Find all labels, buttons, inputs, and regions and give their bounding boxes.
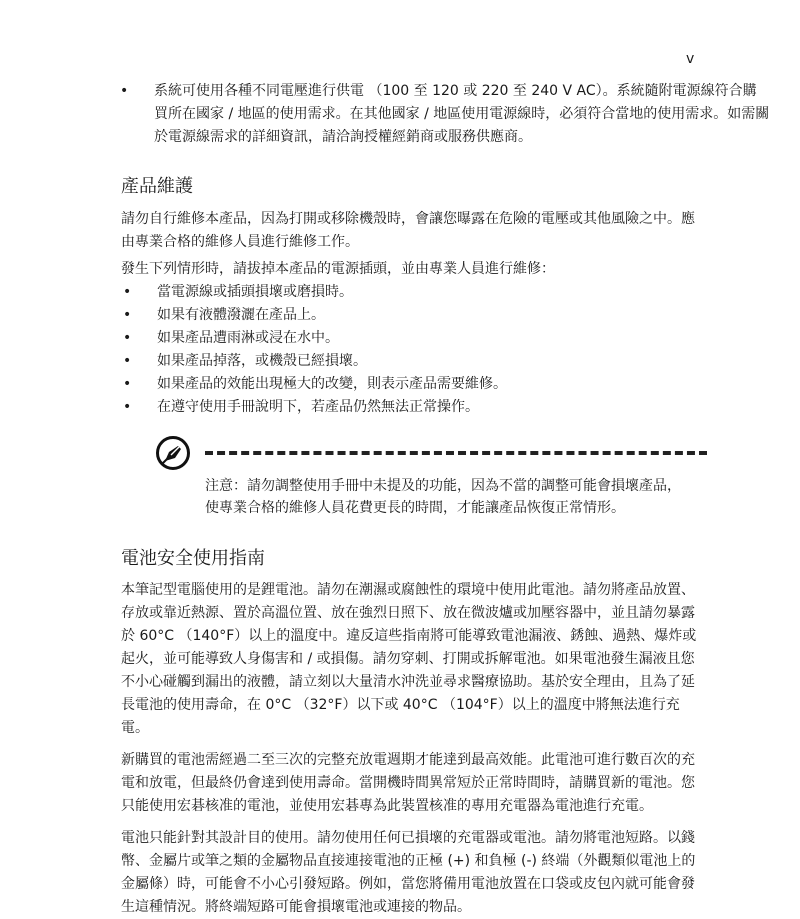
bullet-dot: • xyxy=(123,353,132,369)
note-text: 注意：請勿調整使用手冊中未提及的功能，因為不當的調整可能會損壞產品，使專業合格的維修人員花費更長的時間，才能讓產品恢復正常情形。 xyxy=(205,478,681,516)
bullet-dot: • xyxy=(120,83,129,99)
bullet-dot: • xyxy=(123,399,132,415)
power-voltage-bullet xyxy=(118,80,770,149)
section-heading-battery: 電池安全使用指南 xyxy=(121,548,265,569)
bullet-text: 系統可使用各種不同電壓進行供電 （100 至 120 或 220 至 240 V AC）。系統隨附電源線符合購買所在國家 / 地區的使用需求。在其他國家 / 地區使用電源線時，必須符合當地的使用需求。如需關於電源線需求的詳細資訊，請洽詢授權經銷商或服務供應商。 xyxy=(154,83,770,145)
list-item xyxy=(121,396,701,419)
list-item xyxy=(121,373,701,396)
bullet-dot: • xyxy=(123,284,132,300)
list-item-text: 如果產品遭雨淋或浸在水中。 xyxy=(157,330,339,346)
list-item xyxy=(121,350,701,373)
note-dashed-rule xyxy=(205,451,707,455)
list-item-text: 在遵守使用手冊說明下，若產品仍然無法正常操作。 xyxy=(157,399,479,415)
maintenance-list xyxy=(121,281,701,419)
page-content xyxy=(120,80,770,919)
battery-paragraph-2: 新購買的電池需經過二至三次的完整充放電週期才能達到最高效能。此電池可進行數百次的充電和放電，但最終仍會達到使用壽命。當開機時間異常短於正常時間時，請購買新的電池。您只能使用宏碁核准的電池，並使用宏碁專為此裝置核准的專用充電器為電池進行充電。 xyxy=(121,752,695,814)
bullet-dot: • xyxy=(123,330,132,346)
bullet-dot: • xyxy=(123,376,132,392)
maintenance-service-intro: 發生下列情形時，請拔掉本產品的電源插頭，並由專業人員進行維修： xyxy=(121,261,555,277)
list-item xyxy=(121,304,701,327)
list-item-text: 當電源線或插頭損壞或磨損時。 xyxy=(157,284,353,300)
battery-paragraph-3: 電池只能針對其設計目的使用。請勿使用任何已損壞的充電器或電池。請勿將電池短路。以錢幣、金屬片或筆之類的金屬物品直接連接電池的正極 (+) 和負極 (-) 終端（外觀類似電池上的金屬條）時，可能會不小心引發短路。例如，當您將備用電池放置在口袋或皮包內就可能會發生這種情況。將終端短路可能會損壞電池或連接的物品。 xyxy=(121,830,696,915)
note-pen-icon xyxy=(155,435,191,471)
page-number: v xyxy=(686,51,695,67)
battery-paragraph-1: 本筆記型電腦使用的是鋰電池。請勿在潮濕或腐蝕性的環境中使用此電池。請勿將產品放置、存放或靠近熱源、置於高溫位置、放在強烈日照下、放在微波爐或加壓容器中，並且請勿暴露於 60°C （140°F）以上的溫度中。違反這些指南將可能導致電池漏液、銹蝕、過熱、爆炸或起火，並可能導致人身傷害和 / 或損傷。請勿穿刺、打開或拆解電池。如果電池發生漏液且您不小心碰觸到漏出的液體，請立刻以大量清水沖洗並尋求醫療協助。基於安全理由，且為了延長電池的使用壽命，在 0°C （32°F）以下或 40°C （104°F）以上的溫度中將無法進行充電。 xyxy=(121,582,697,736)
list-item-text: 如果產品的效能出現極大的改變，則表示產品需要維修。 xyxy=(157,376,507,392)
bullet-dot: • xyxy=(123,307,132,323)
list-item-text: 如果產品掉落，或機殼已經損壞。 xyxy=(157,353,367,369)
list-item xyxy=(121,327,701,350)
note-callout xyxy=(121,435,701,531)
list-item-text: 如果有液體潑灑在產品上。 xyxy=(157,307,325,323)
section-heading-maintenance: 產品維護 xyxy=(121,176,193,197)
maintenance-paragraph: 請勿自行維修本產品，因為打開或移除機殼時，會讓您曝露在危險的電壓或其他風險之中。應由專業合格的維修人員進行維修工作。 xyxy=(121,211,695,250)
list-item xyxy=(121,281,701,304)
